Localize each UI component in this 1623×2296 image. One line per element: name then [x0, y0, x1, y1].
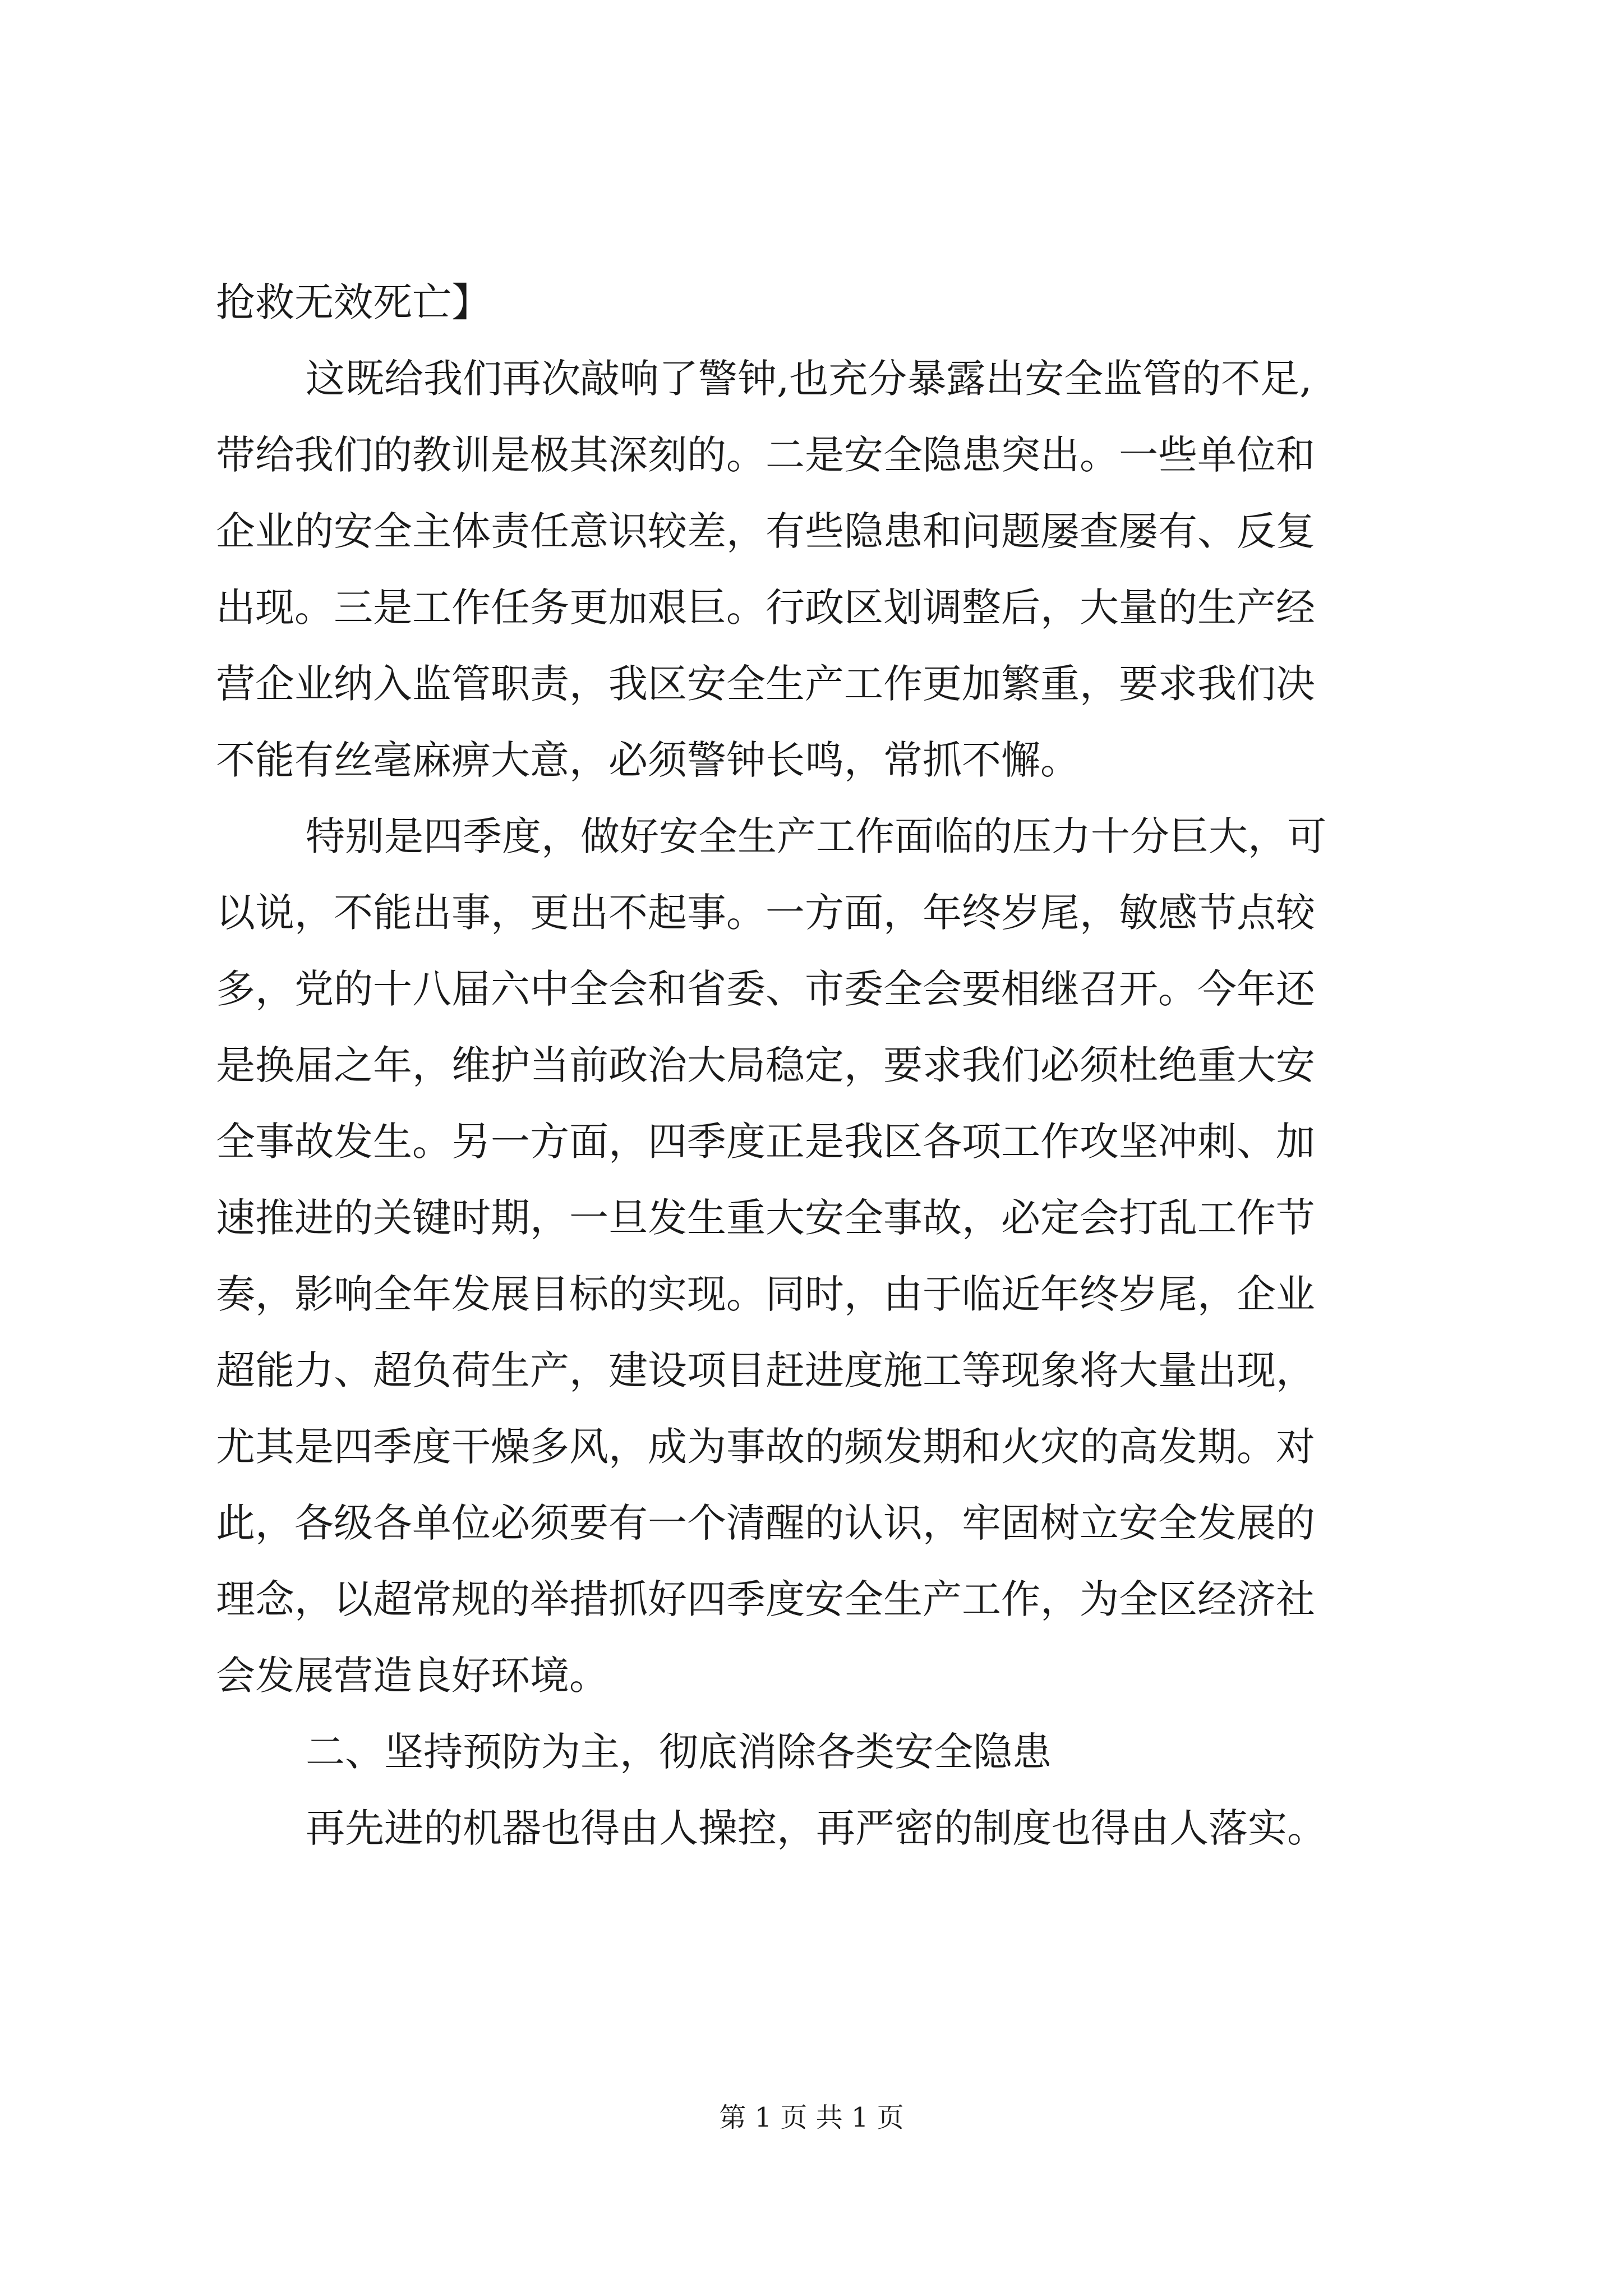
text-line: 全事故发生。另一方面，四季度正是我区各项工作攻坚冲刺、加 [216, 1119, 1315, 1165]
page-footer: 第 1 页 共 1 页 [719, 2102, 904, 2133]
text-line: 理念，以超常规的举措抓好四季度安全生产工作，为全区经济社 [216, 1576, 1315, 1622]
text-line: 出现。三是工作任务更加艰巨。行政区划调整后，大量的生产经 [216, 585, 1315, 631]
text-line: 多，党的十八届六中全会和省委、市委全会要相继召开。今年还 [216, 966, 1315, 1012]
text-line: 以说，不能出事，更出不起事。一方面，年终岁尾，敏感节点较 [216, 890, 1315, 936]
text-line: 是换届之年，维护当前政治大局稳定，要求我们必须杜绝重大安 [216, 1042, 1315, 1088]
text-line: 这既给我们再次敲响了警钟,也充分暴露出安全监管的不足, [306, 356, 1312, 402]
text-line: 再先进的机器也得由人操控，再严密的制度也得由人落实。 [306, 1805, 1326, 1851]
text-line: 特别是四季度，做好安全生产工作面临的压力十分巨大，可 [306, 813, 1326, 859]
text-line: 尤其是四季度干燥多风，成为事故的频发期和火灾的高发期。对 [216, 1424, 1315, 1470]
text-line: 企业的安全主体责任意识较差，有些隐患和问题屡查屡有、反复 [216, 508, 1315, 554]
text-line: 速推进的关键时期，一旦发生重大安全事故，必定会打乱工作节 [216, 1195, 1315, 1241]
text-line: 带给我们的教训是极其深刻的。二是安全隐患突出。一些单位和 [216, 432, 1315, 478]
text-line: 此，各级各单位必须要有一个清醒的认识，牢固树立安全发展的 [216, 1500, 1315, 1546]
text-line: 奏，影响全年发展目标的实现。同时，由于临近年终岁尾，企业 [216, 1271, 1315, 1317]
text-line: 抢救无效死亡】 [216, 279, 491, 325]
section-heading: 二、坚持预防为主，彻底消除各类安全隐患 [306, 1729, 1052, 1775]
text-line: 超能力、超负荷生产，建设项目赶进度施工等现象将大量出现， [216, 1347, 1315, 1393]
text-line: 会发展营造良好环境。 [216, 1653, 608, 1699]
text-line: 营企业纳入监管职责，我区安全生产工作更加繁重，要求我们决 [216, 661, 1315, 707]
text-line: 不能有丝毫麻痹大意，必须警钟长鸣，常抓不懈。 [216, 737, 1080, 783]
